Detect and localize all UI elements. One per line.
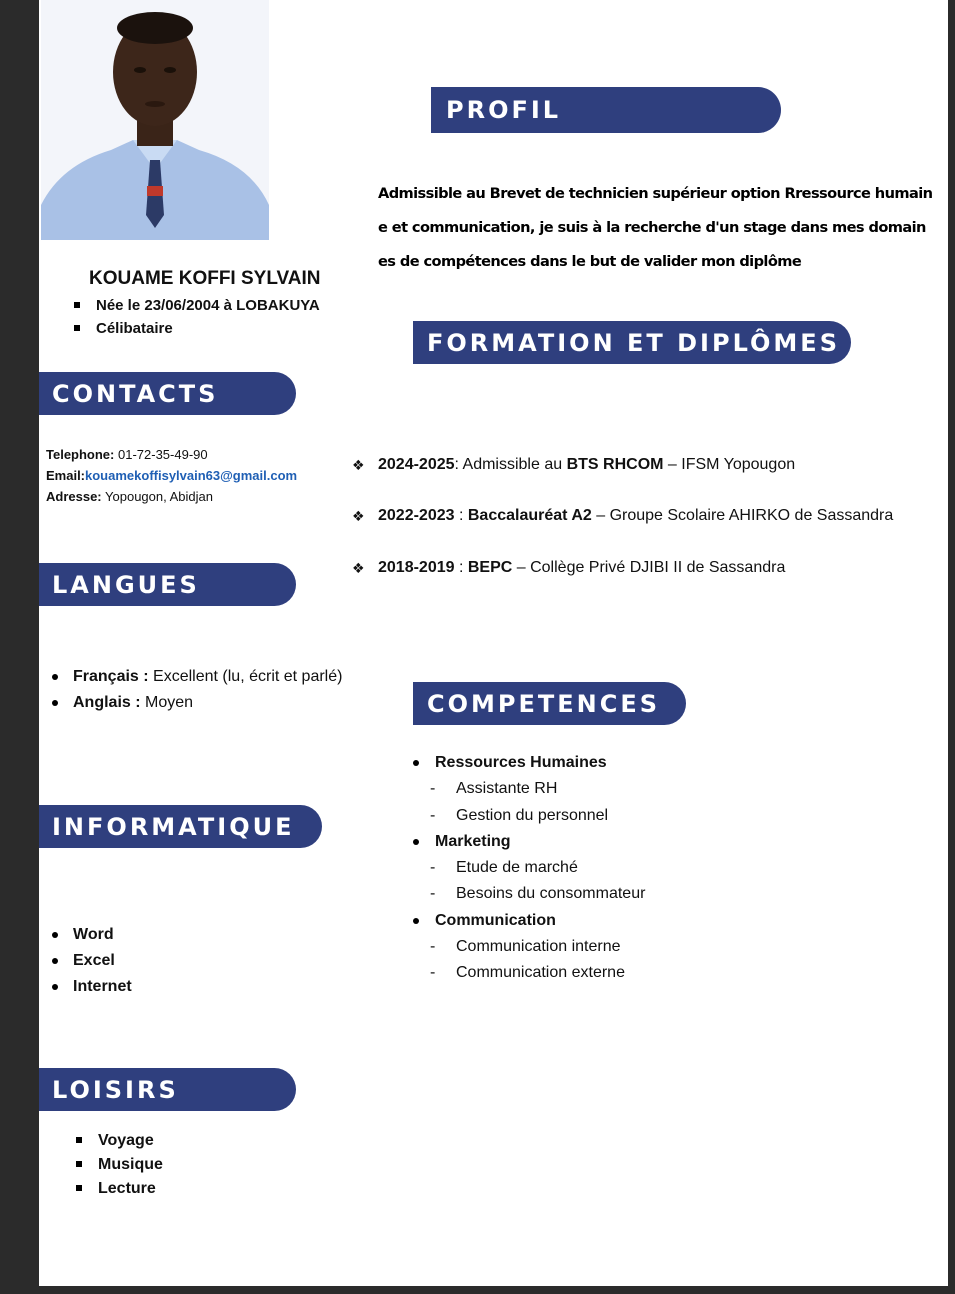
- hobby-item: Musique: [72, 1153, 163, 1177]
- skill-category: Ressources Humaines: [408, 750, 645, 776]
- phone-row: [46, 444, 297, 465]
- software-list: [46, 922, 132, 1000]
- phone-label: Telephone:: [46, 447, 115, 462]
- email-row: [46, 465, 297, 486]
- loisirs-heading: LOISIRS: [39, 1068, 296, 1111]
- person-portrait-icon: [41, 0, 269, 240]
- personal-details: [70, 294, 320, 340]
- education-degree: Baccalauréat A2: [467, 507, 592, 524]
- education-school: – Groupe Scolaire AHIRKO de Sassandra: [591, 507, 894, 524]
- diamond-bullet-icon: ❖: [352, 507, 365, 524]
- education-year: 2022-2023: [378, 507, 455, 524]
- education-year: 2018-2019: [378, 559, 455, 576]
- software-item: Excel: [46, 948, 132, 974]
- education-text: [378, 507, 893, 525]
- education-school: – IFSM Yopougon: [663, 456, 796, 473]
- language-level: Moyen: [145, 694, 194, 711]
- phone-value: 01-72-35-49-90: [118, 447, 208, 462]
- skill-category: Marketing: [408, 829, 645, 855]
- contacts-heading: CONTACTS: [39, 372, 296, 415]
- address-value: Yopougon, Abidjan: [105, 489, 213, 504]
- birth-info: Née le 23/06/2004 à LOBAKUYA: [70, 294, 320, 317]
- profile-line: es de compétences dans le but de valider mon diplôme: [378, 253, 802, 270]
- skills-list: [408, 750, 645, 987]
- hobbies-list: [72, 1129, 163, 1201]
- skill-category: Communication: [408, 908, 645, 934]
- diamond-bullet-icon: ❖: [352, 456, 365, 473]
- education-degree: BEPC: [467, 559, 513, 576]
- skill-item: - Assistante RH: [408, 776, 645, 802]
- address-row: [46, 486, 297, 507]
- languages-list: [46, 664, 342, 716]
- software-item: Word: [46, 922, 132, 948]
- language-item: [46, 690, 342, 716]
- skill-item: - Besoins du consommateur: [408, 881, 645, 907]
- education-entry: [352, 456, 795, 474]
- language-item: [46, 664, 342, 690]
- full-name: KOUAME KOFFI SYLVAIN: [89, 268, 321, 289]
- education-sep: :: [454, 559, 468, 576]
- education-entry: [352, 559, 785, 577]
- education-sep: : Admissible au: [454, 456, 567, 473]
- profile-photo: [41, 0, 269, 240]
- contacts-block: [46, 444, 297, 507]
- hobby-item: Lecture: [72, 1177, 163, 1201]
- education-degree: BTS RHCOM: [566, 456, 664, 473]
- education-school: – Collège Privé DJIBI II de Sassandra: [512, 559, 786, 576]
- language-level: Excellent (lu, écrit et parlé): [153, 668, 343, 685]
- profile-line: Admissible au Brevet de technicien supérieur option Rressource humain: [378, 185, 933, 202]
- hobby-item: Voyage: [72, 1129, 163, 1153]
- competences-heading: COMPETENCES: [413, 682, 686, 725]
- education-text: [378, 456, 795, 474]
- email-label: Email:: [46, 468, 86, 483]
- language-name: Français :: [73, 668, 149, 685]
- skill-item: - Communication externe: [408, 960, 645, 986]
- formation-heading: FORMATION ET DIPLÔMES: [413, 321, 851, 364]
- education-entry: [352, 507, 893, 525]
- skill-item: - Communication interne: [408, 934, 645, 960]
- email-link[interactable]: kouamekoffisylvain63@gmail.com: [85, 468, 298, 483]
- language-name: Anglais :: [73, 694, 141, 711]
- education-sep: :: [454, 507, 468, 524]
- skill-item: - Gestion du personnel: [408, 803, 645, 829]
- address-label: Adresse:: [46, 489, 102, 504]
- profile-line: e et communication, je suis à la recherche d'un stage dans mes domain: [378, 219, 926, 236]
- profil-heading: PROFIL: [431, 87, 781, 133]
- education-year: 2024-2025: [378, 456, 455, 473]
- profile-summary: [378, 177, 948, 279]
- education-text: [378, 559, 785, 577]
- langues-heading: LANGUES: [39, 563, 296, 606]
- diamond-bullet-icon: ❖: [352, 559, 365, 576]
- software-item: Internet: [46, 974, 132, 1000]
- skill-item: - Etude de marché: [408, 855, 645, 881]
- informatique-heading: INFORMATIQUE: [39, 805, 322, 848]
- marital-status: Célibataire: [70, 317, 320, 340]
